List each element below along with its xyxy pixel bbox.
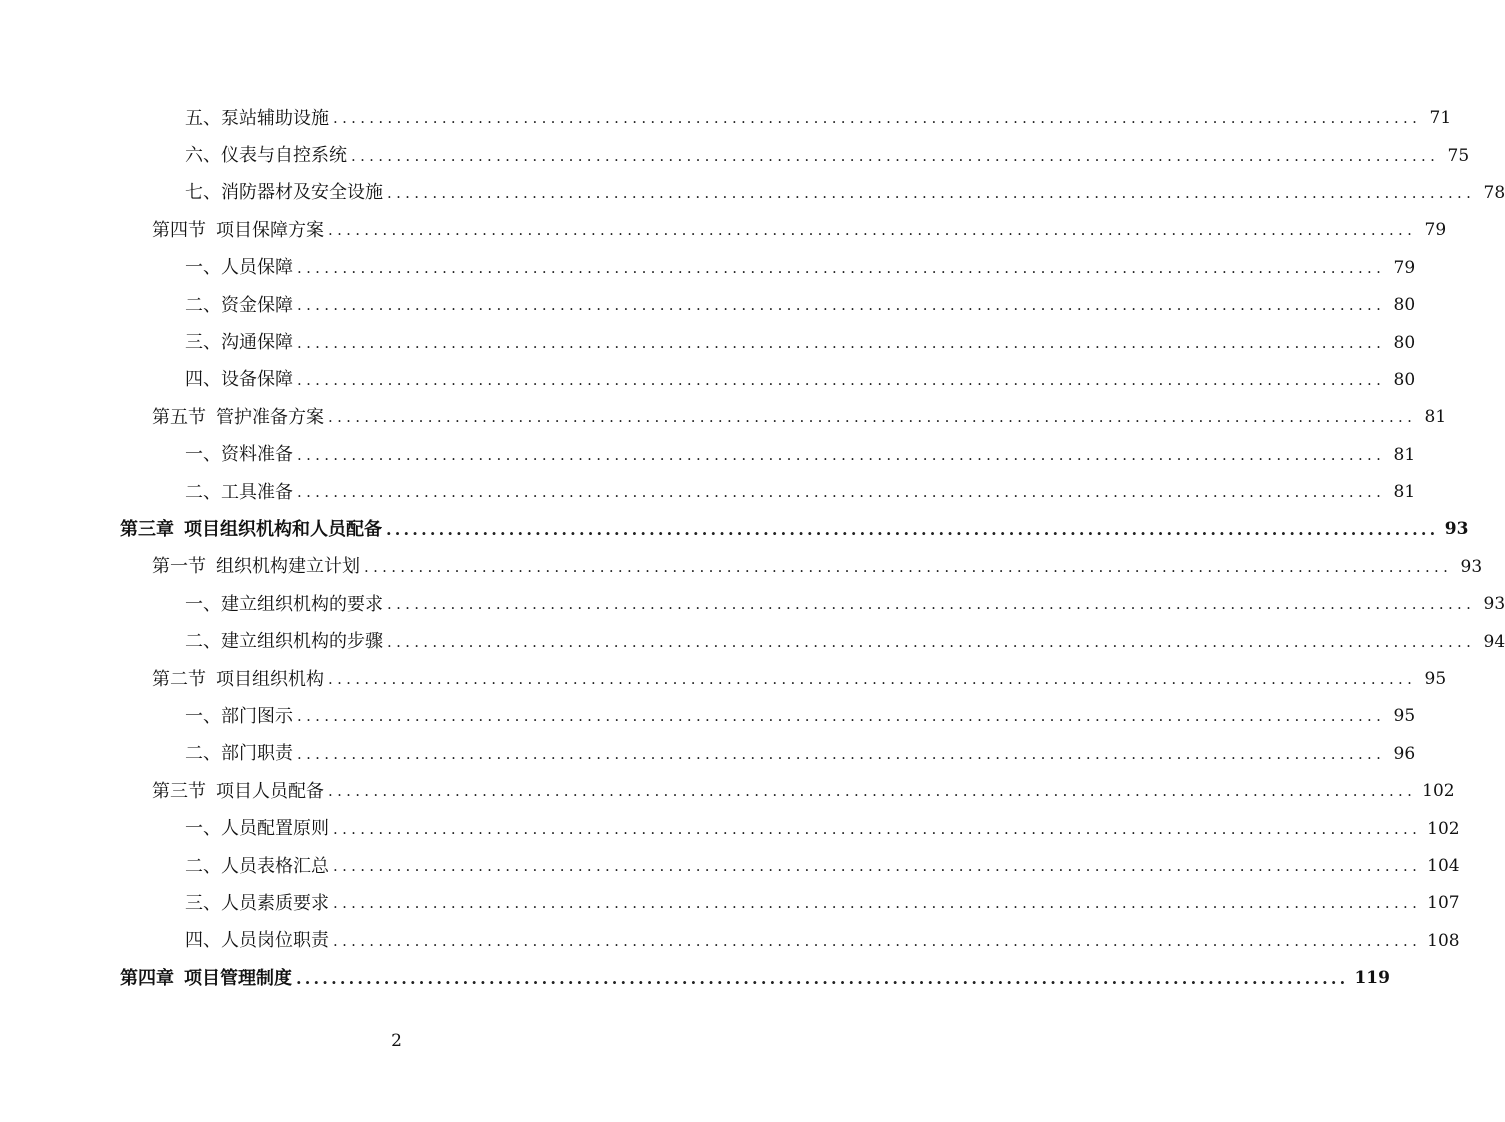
dot-leader: ........................................................................................................................: [387, 632, 1476, 651]
toc-entry-page: 71: [1429, 108, 1452, 129]
toc-entry-number: 五、: [185, 107, 221, 129]
toc-entry-number: 二、: [185, 743, 221, 765]
toc-entry-number: 第四章: [120, 967, 174, 989]
toc-entry-title: 人员表格汇总: [221, 855, 329, 877]
toc-subsection-entry[interactable]: [0, 923, 1460, 960]
dot-leader: ........................................................................................................................: [297, 258, 1386, 277]
toc-entry-page: 80: [1393, 332, 1416, 353]
toc-entry-title: 项目管理制度: [184, 967, 292, 989]
toc-entry-number: 一、: [185, 444, 221, 466]
toc-subsection-entry[interactable]: [0, 100, 1452, 137]
toc-entry-number: 一、: [185, 593, 221, 615]
toc-subsection-entry[interactable]: [0, 324, 1416, 361]
toc-entry-title: 人员岗位职责: [221, 930, 329, 952]
dot-leader: ........................................................................................................................: [333, 931, 1422, 950]
toc-section-entry[interactable]: [0, 549, 1483, 586]
table-of-contents: [0, 100, 1505, 997]
toc-entry-title: 设备保障: [221, 369, 293, 391]
toc-entry-title: 项目组织机构和人员配备: [184, 518, 382, 540]
toc-entry-page: 102: [1427, 818, 1460, 839]
toc-subsection-entry[interactable]: [0, 362, 1416, 399]
dot-leader: ........................................................................................................................: [351, 146, 1440, 165]
toc-entry-page: 108: [1427, 930, 1460, 951]
toc-entry-number: 六、: [185, 145, 221, 167]
toc-entry-number: 四、: [185, 369, 221, 391]
toc-entry-title: 项目人员配备: [216, 780, 324, 802]
toc-entry-title: 项目组织机构: [216, 668, 324, 690]
toc-entry-page: 93: [1460, 556, 1483, 577]
toc-entry-page: 104: [1427, 856, 1460, 876]
toc-entry-title: 建立组织机构的步骤: [221, 631, 383, 653]
toc-entry-page: 119: [1354, 968, 1390, 989]
dot-leader: ........................................................................................................................: [297, 296, 1386, 315]
toc-entry-number: 第四节: [152, 219, 206, 241]
toc-subsection-entry[interactable]: [0, 623, 1505, 660]
toc-entry-title: 仪表与自控系统: [221, 145, 347, 167]
toc-entry-title: 工具准备: [221, 481, 293, 503]
toc-entry-title: 人员配置原则: [221, 818, 329, 840]
toc-subsection-entry[interactable]: [0, 287, 1416, 324]
toc-subsection-entry[interactable]: [0, 250, 1416, 287]
dot-leader: ........................................................................................................................: [333, 819, 1422, 838]
toc-entry-page: 81: [1393, 482, 1416, 503]
dot-leader: ........................................................................................................................: [333, 894, 1422, 913]
toc-subsection-entry[interactable]: [0, 437, 1416, 474]
toc-section-entry[interactable]: [0, 773, 1455, 810]
toc-entry-page: 81: [1424, 407, 1447, 428]
dot-leader: ........................................................................................................................: [328, 670, 1417, 689]
toc-entry-page: 79: [1424, 220, 1447, 241]
toc-entry-number: 第一节: [152, 556, 206, 578]
toc-entry-number: 二、: [185, 481, 221, 503]
toc-entry-page: 93: [1444, 519, 1469, 540]
toc-entry-number: 第三节: [152, 780, 206, 802]
dot-leader: ........................................................................................................................: [386, 519, 1439, 539]
toc-entry-page: 94: [1483, 631, 1505, 652]
toc-entry-number: 一、: [185, 257, 221, 279]
toc-entry-number: 第五节: [152, 406, 206, 428]
dot-leader: ........................................................................................................................: [364, 557, 1453, 576]
toc-entry-page: 81: [1393, 444, 1416, 465]
toc-subsection-entry[interactable]: [0, 175, 1505, 212]
toc-subsection-entry[interactable]: [0, 885, 1460, 922]
toc-entry-number: 四、: [185, 930, 221, 952]
toc-subsection-entry[interactable]: [0, 736, 1416, 773]
toc-section-entry[interactable]: [0, 661, 1447, 698]
toc-subsection-entry[interactable]: [0, 810, 1460, 847]
page-number: 2: [391, 1031, 402, 1051]
dot-leader: ........................................................................................................................: [297, 333, 1386, 352]
toc-entry-page: 80: [1393, 295, 1416, 316]
toc-entry-title: 人员素质要求: [221, 892, 329, 914]
toc-entry-title: 部门职责: [221, 743, 293, 765]
toc-entry-number: 三、: [185, 332, 221, 354]
toc-entry-page: 78: [1483, 182, 1505, 203]
dot-leader: ........................................................................................................................: [387, 595, 1476, 614]
dot-leader: ........................................................................................................................: [296, 968, 1349, 988]
toc-entry-page: 107: [1427, 893, 1460, 914]
toc-entry-title: 项目保障方案: [216, 219, 324, 241]
toc-entry-page: 95: [1393, 706, 1416, 727]
toc-entry-number: 第三章: [120, 518, 174, 540]
toc-entry-title: 人员保障: [221, 257, 293, 279]
dot-leader: ........................................................................................................................: [333, 857, 1422, 875]
toc-entry-title: 泵站辅助设施: [221, 107, 329, 129]
toc-entry-number: 二、: [185, 294, 221, 316]
toc-entry-title: 沟通保障: [221, 332, 293, 354]
toc-subsection-entry[interactable]: [0, 698, 1416, 735]
toc-entry-page: 93: [1483, 594, 1505, 615]
toc-subsection-entry[interactable]: [0, 474, 1416, 511]
toc-entry-title: 消防器材及安全设施: [221, 182, 383, 204]
toc-chapter-entry[interactable]: [0, 960, 1390, 997]
dot-leader: ........................................................................................................................: [333, 109, 1422, 128]
toc-chapter-entry[interactable]: [0, 511, 1469, 548]
toc-entry-title: 资金保障: [221, 294, 293, 316]
toc-entry-number: 第二节: [152, 668, 206, 690]
toc-entry-title: 部门图示: [221, 705, 293, 727]
toc-entry-title: 建立组织机构的要求: [221, 593, 383, 615]
toc-entry-page: 80: [1393, 369, 1416, 390]
dot-leader: ........................................................................................................................: [387, 183, 1476, 202]
dot-leader: ........................................................................................................................: [328, 782, 1417, 801]
toc-subsection-entry[interactable]: [0, 586, 1505, 623]
toc-entry-title: 组织机构建立计划: [216, 556, 360, 578]
toc-entry-title: 资料准备: [221, 444, 293, 466]
toc-entry-number: 二、: [185, 855, 221, 877]
toc-entry-number: 三、: [185, 892, 221, 914]
toc-section-entry[interactable]: [0, 212, 1447, 249]
toc-entry-title: 管护准备方案: [216, 406, 324, 428]
toc-subsection-entry[interactable]: [0, 137, 1470, 174]
toc-entry-page: 102: [1422, 781, 1455, 802]
toc-subsection-entry[interactable]: [0, 848, 1460, 885]
dot-leader: ........................................................................................................................: [297, 445, 1386, 464]
toc-entry-number: 一、: [185, 818, 221, 840]
dot-leader: ........................................................................................................................: [297, 707, 1386, 726]
toc-entry-number: 一、: [185, 705, 221, 727]
toc-entry-page: 95: [1424, 669, 1447, 690]
dot-leader: ........................................................................................................................: [297, 483, 1386, 502]
toc-entry-number: 二、: [185, 631, 221, 653]
toc-section-entry[interactable]: [0, 399, 1447, 436]
dot-leader: ........................................................................................................................: [328, 408, 1417, 427]
toc-entry-page: 75: [1447, 145, 1470, 166]
toc-entry-page: 96: [1393, 743, 1416, 764]
dot-leader: ........................................................................................................................: [328, 221, 1417, 240]
toc-entry-page: 79: [1393, 257, 1416, 278]
dot-leader: ........................................................................................................................: [297, 370, 1386, 389]
dot-leader: ........................................................................................................................: [297, 744, 1386, 763]
toc-entry-number: 七、: [185, 182, 221, 204]
